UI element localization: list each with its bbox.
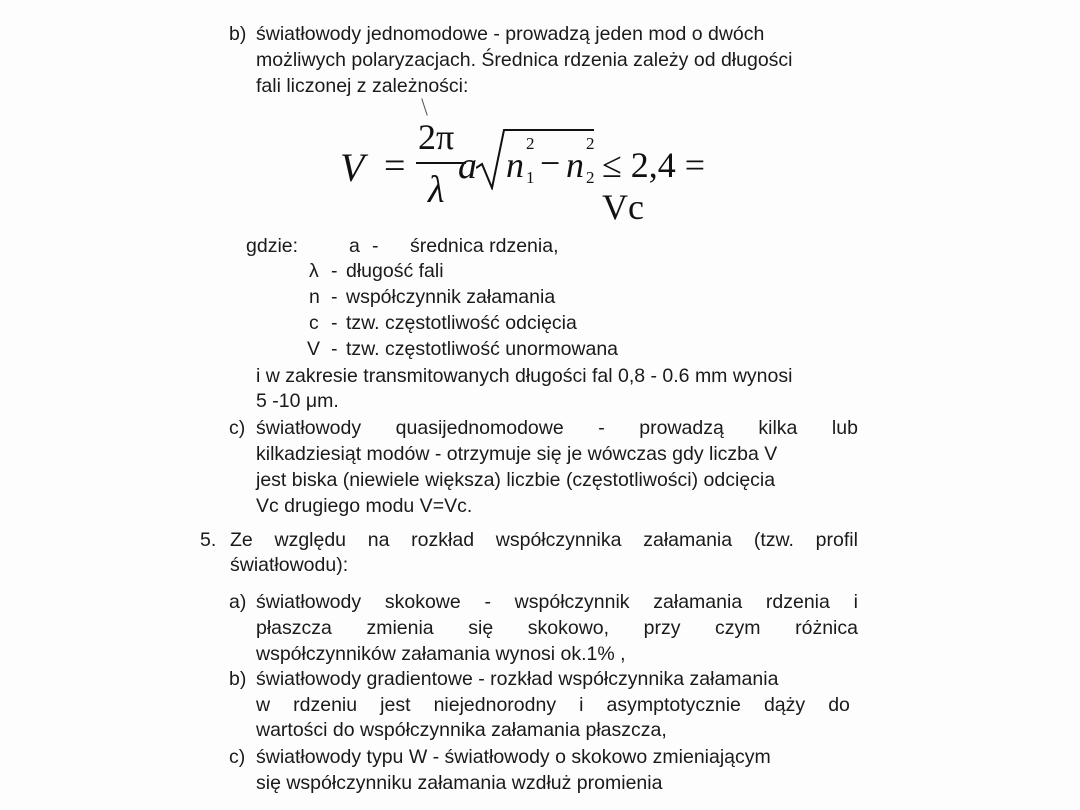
formula-n1: n (506, 145, 524, 185)
word: lub (831, 417, 858, 439)
formula-rhs: ≤ 2,4 = Vc (602, 145, 706, 227)
glossary-symbol-a: a (349, 235, 360, 257)
s5-item-b-marker: b) (229, 668, 247, 690)
glossary-desc-v: tzw. częstotliwość unormowana (346, 338, 619, 360)
item-b-line-3: fali liczonej z zależności: (256, 75, 469, 97)
word: do (828, 694, 850, 716)
word: Ze (230, 529, 253, 551)
word: profil (815, 529, 858, 551)
word: - (598, 417, 605, 439)
cutoff-formula (340, 117, 740, 227)
word: różnica (795, 617, 858, 639)
word: dąży (763, 694, 806, 716)
s5-item-a-marker: a) (229, 591, 247, 613)
item-c-line-4: Vc drugiego modu V=Vc. (256, 495, 473, 517)
section-5-line-2: światłowodu): (230, 554, 349, 576)
glossary-desc-n: współczynnik załamania (346, 286, 556, 308)
item-c-line-2: kilkadziesiąt modów - otrzymuje się je wówczas gdy liczba V (256, 443, 778, 465)
word: przy (643, 617, 681, 639)
section-5-line-1 (230, 528, 858, 552)
word: prowadzą (639, 417, 724, 439)
s5-item-a-line-2 (256, 616, 858, 640)
section-5-number: 5. (200, 529, 217, 551)
word: współczynnika (495, 529, 622, 551)
glossary-desc-lambda: długość fali (346, 260, 444, 282)
glossary-dash: - (331, 338, 338, 360)
glossary-dash: - (331, 260, 338, 282)
s5-item-c-marker: c) (229, 746, 246, 768)
range-line-2: 5 -10 μm. (256, 390, 339, 412)
formula-denominator: λ (428, 169, 445, 211)
s5-item-a-line-1 (256, 590, 858, 614)
glossary-desc-a: średnica rdzenia, (410, 235, 559, 257)
word: skokowo, (527, 617, 610, 639)
glossary-intro: gdzie: (246, 235, 299, 257)
glossary-symbol-lambda: λ (309, 260, 319, 282)
s5-item-a-line-3: współczynników załamania wynosi ok.1% , (256, 643, 626, 665)
glossary-dash: - (331, 312, 338, 334)
word: asymptotycznie (606, 694, 741, 716)
word: niejednorodny (433, 694, 557, 716)
glossary-dash: - (331, 286, 338, 308)
word: płaszcza (256, 617, 332, 639)
word: się (468, 617, 494, 639)
word: rozkład (411, 529, 475, 551)
word: kilka (758, 417, 798, 439)
glossary-symbol-c: c (309, 312, 319, 334)
word: załamania (653, 591, 743, 613)
item-c-line-1 (256, 416, 858, 440)
formula-n1-sub: 1 (526, 168, 535, 187)
word: względu (274, 529, 347, 551)
item-b-line-1: światłowody jednomodowe - prowadzą jeden mod o dwóch (256, 23, 765, 45)
word: (tzw. (753, 529, 794, 551)
s5-item-b-line-3: wartości do współczynnika załamania płaszcza, (256, 719, 667, 741)
formula-n1-sup: 2 (526, 134, 535, 153)
range-line-1: i w zakresie transmitowanych długości fal 0,8 - 0.6 mm wynosi (256, 365, 793, 387)
word: rdzenia (765, 591, 830, 613)
word: - (484, 591, 491, 613)
word: quasijednomodowe (395, 417, 564, 439)
item-c-line-3: jest biska (niewiele większa) liczbie (częstotliwości) odcięcia (256, 469, 776, 491)
formula-n2: n (566, 145, 584, 185)
formula-numerator: 2π (418, 117, 455, 157)
word: współczynnik (514, 591, 630, 613)
word: rdzeniu (293, 694, 358, 716)
item-c-marker: c) (229, 417, 246, 439)
word: skokowe (384, 591, 461, 613)
word: na (367, 529, 390, 551)
glossary-dash: - (372, 235, 379, 257)
glossary-desc-c: tzw. częstotliwość odcięcia (346, 312, 577, 334)
word: zmienia (366, 617, 434, 639)
formula-n2-sub: 2 (586, 168, 595, 187)
glossary-symbol-n: n (309, 286, 320, 308)
s5-item-b-line-2 (256, 693, 850, 717)
formula-eq: = (384, 145, 406, 187)
word: i (853, 591, 858, 613)
formula-n2-sup: 2 (586, 134, 595, 153)
glossary-symbol-v: V (307, 338, 321, 360)
formula-a: a (458, 145, 477, 187)
word: czym (715, 617, 761, 639)
word: i (579, 694, 584, 716)
s5-item-c-line-1: światłowody typu W - światłowody o skokowo zmieniającym (256, 746, 771, 768)
word: światłowody (256, 591, 362, 613)
s5-item-c-line-2: się współczynniku załamania wzdłuż promienia (256, 772, 663, 794)
item-b-line-2: możliwych polaryzacjach. Średnica rdzenia zależy od długości (256, 49, 793, 71)
word: w (256, 694, 271, 716)
formula-lhs: V (340, 145, 365, 190)
item-b-marker: b) (229, 23, 247, 45)
word: załamania (643, 529, 733, 551)
word: światłowody (256, 417, 362, 439)
scan-mark (421, 98, 428, 115)
formula-minus: − (540, 143, 561, 183)
word: jest (380, 694, 411, 716)
s5-item-b-line-1: światłowody gradientowe - rozkład współczynnika załamania (256, 668, 779, 690)
